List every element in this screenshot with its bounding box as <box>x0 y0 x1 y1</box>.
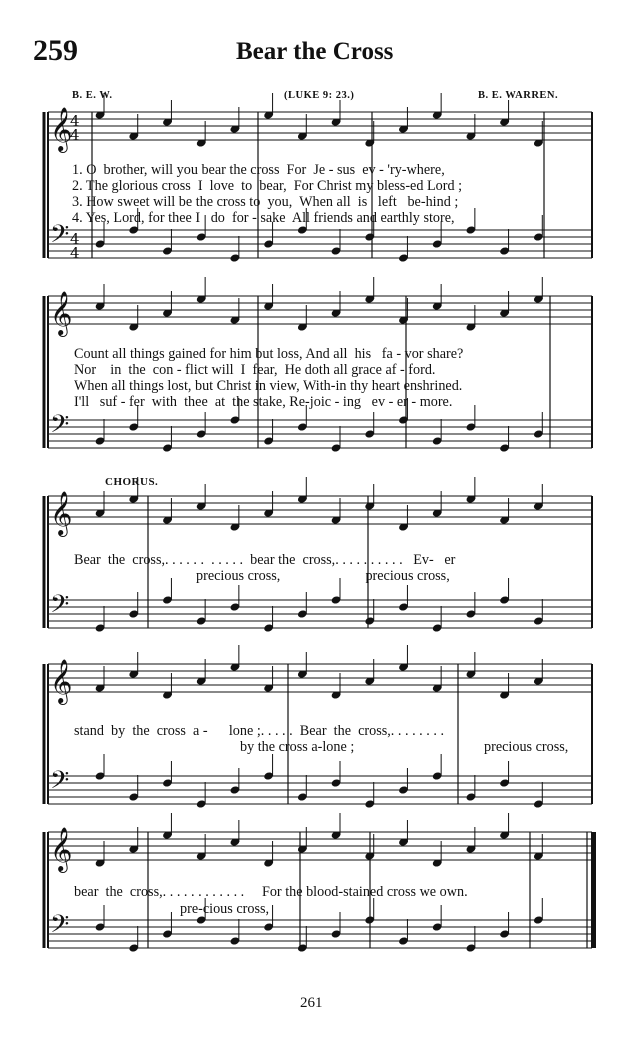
chorus-line-3-alto: pre-cious cross, <box>180 901 270 917</box>
time-signature-bottom: 4 <box>70 126 80 144</box>
bass-clef: 𝄢 <box>50 910 70 945</box>
treble-clef: 𝄞 <box>50 107 73 151</box>
verse-2-line-1: 2. The glorious cross I love to bear, For Christ my bless-ed Lord ; <box>72 178 463 194</box>
chorus-label: CHORUS. <box>105 476 159 488</box>
scripture-reference: (LUKE 9: 23.) <box>284 90 355 101</box>
words-credit: B. E. W. <box>72 90 113 101</box>
verse-1-line-2: Count all things gained for him but loss, And all his fa - vor share? <box>74 346 464 362</box>
treble-clef: 𝄞 <box>50 291 73 335</box>
verse-2-line-2: Nor in the con - flict will I fear, He doth all grace af - ford. <box>74 362 436 378</box>
treble-clef: 𝄞 <box>50 827 73 871</box>
page-number: 261 <box>300 995 323 1011</box>
time-signature-bottom: 4 <box>70 244 80 262</box>
time-signature-top: 4 <box>70 112 80 130</box>
verse-4-line-2: I'll suf - fer with thee at the stake, Re-joic - ing ev - er - more. <box>74 394 453 410</box>
music-credit: B. E. WARREN. <box>478 90 559 101</box>
chorus-line-2-alto-b: precious cross, <box>484 739 569 755</box>
hymn-number: 259 <box>33 34 78 67</box>
hymn-title: Bear the Cross <box>236 38 394 65</box>
time-signature-top: 4 <box>70 230 80 248</box>
chorus-line-1: Bear the cross,. . . . . . . . . . . bear the cross,. . . . . . . . . . Ev- er <box>74 552 456 568</box>
bass-clef: 𝄢 <box>50 766 70 801</box>
treble-clef: 𝄞 <box>50 491 73 535</box>
chorus-line-3: bear the cross,. . . . . . . . . . . . For the blood-stained cross we own. <box>74 884 468 900</box>
verse-1-line-1: 1. O brother, will you bear the cross For Je - sus ev - 'ry-where, <box>72 162 445 178</box>
verse-3-line-1: 3. How sweet will be the cross to you, When all is left be-hind ; <box>72 194 459 210</box>
verse-3-line-2: When all things lost, but Christ in view, With-in thy heart enshrined. <box>74 378 463 394</box>
bass-clef: 𝄢 <box>50 590 70 625</box>
verse-4-line-1: 4. Yes, Lord, for thee I do for - sake All friends and earthly store, <box>72 210 455 226</box>
bass-clef: 𝄢 <box>50 220 70 255</box>
chorus-line-1-alto: precious cross, precious cross, <box>196 568 450 584</box>
chorus-line-2: stand by the cross a - lone ;. . . . . Bear the cross,. . . . . . . . <box>74 723 444 739</box>
bass-clef: 𝄢 <box>50 410 70 445</box>
treble-clef: 𝄞 <box>50 659 73 703</box>
chorus-line-2-alto-a: by the cross a-lone ; <box>240 739 355 755</box>
